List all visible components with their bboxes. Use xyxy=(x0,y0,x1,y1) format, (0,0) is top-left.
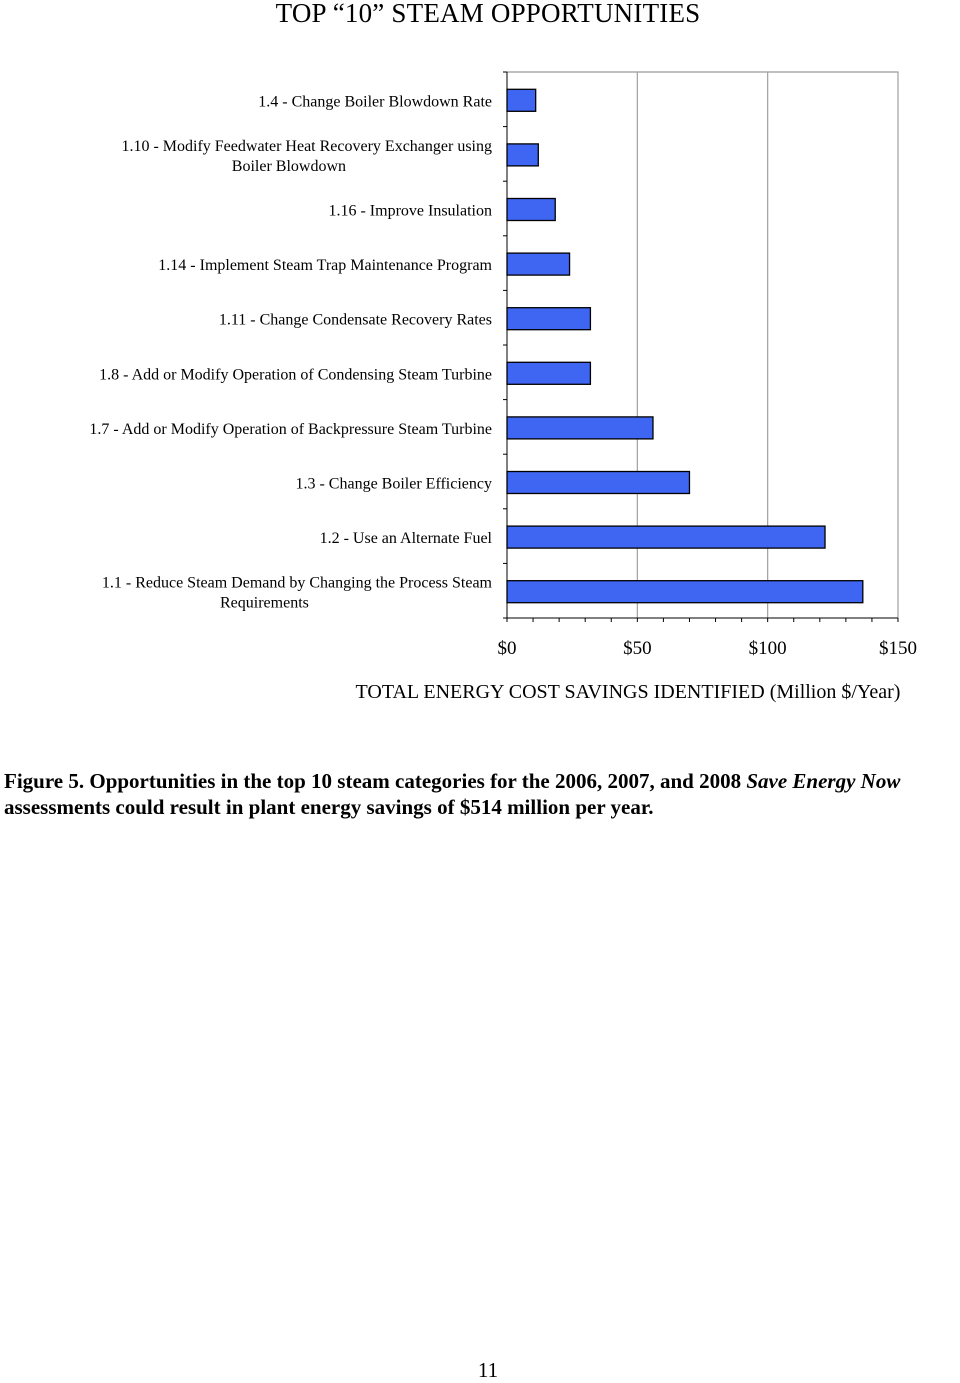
x-tick-label: $150 xyxy=(879,638,917,659)
category-label: 1.3 - Change Boiler Efficiency xyxy=(295,475,492,493)
category-label: 1.16 - Improve Insulation xyxy=(328,202,492,220)
caption-trail: assessments could result in plant energy savings of $514 million per year. xyxy=(4,795,654,819)
bar xyxy=(507,581,863,603)
category-label-line-2: Requirements xyxy=(220,594,309,612)
bar xyxy=(507,144,538,166)
caption-lead: Figure 5. Opportunities in the top 10 steam categories for the 2006, 2007, and 2008 xyxy=(4,769,747,793)
category-label: 1.7 - Add or Modify Operation of Backpressure Steam Turbine xyxy=(89,420,492,438)
category-label: 1.2 - Use an Alternate Fuel xyxy=(319,530,492,548)
bar xyxy=(507,417,653,439)
bar xyxy=(507,362,590,384)
bar xyxy=(507,472,689,494)
x-axis-title: TOTAL ENERGY COST SAVINGS IDENTIFIED (Million $/Year) xyxy=(355,681,901,703)
bar xyxy=(507,199,555,221)
bar xyxy=(507,308,590,330)
category-label: 1.8 - Add or Modify Operation of Condensing Steam Turbine xyxy=(99,366,492,384)
page-title: TOP “10” STEAM OPPORTUNITIES xyxy=(275,0,701,28)
category-label: 1.10 - Modify Feedwater Heat Recovery Exchanger using xyxy=(121,137,492,155)
category-label: 1.11 - Change Condensate Recovery Rates xyxy=(218,311,492,329)
bar xyxy=(507,253,570,275)
bar xyxy=(507,526,825,548)
figure-caption xyxy=(4,768,954,820)
x-tick-label: $0 xyxy=(497,638,517,659)
bar xyxy=(507,89,536,111)
category-label: 1.4 - Change Boiler Blowdown Rate xyxy=(258,93,492,111)
category-label: 1.1 - Reduce Steam Demand by Changing the Process Steam xyxy=(101,574,492,592)
caption-italic-program: Save Energy Now xyxy=(746,769,901,793)
x-tick-label: $50 xyxy=(623,638,652,659)
x-tick-label: $100 xyxy=(748,638,787,659)
category-label: 1.14 - Implement Steam Trap Maintenance Program xyxy=(158,257,492,275)
page-number: 11 xyxy=(477,1358,499,1382)
category-label-line-2: Boiler Blowdown xyxy=(231,157,346,175)
